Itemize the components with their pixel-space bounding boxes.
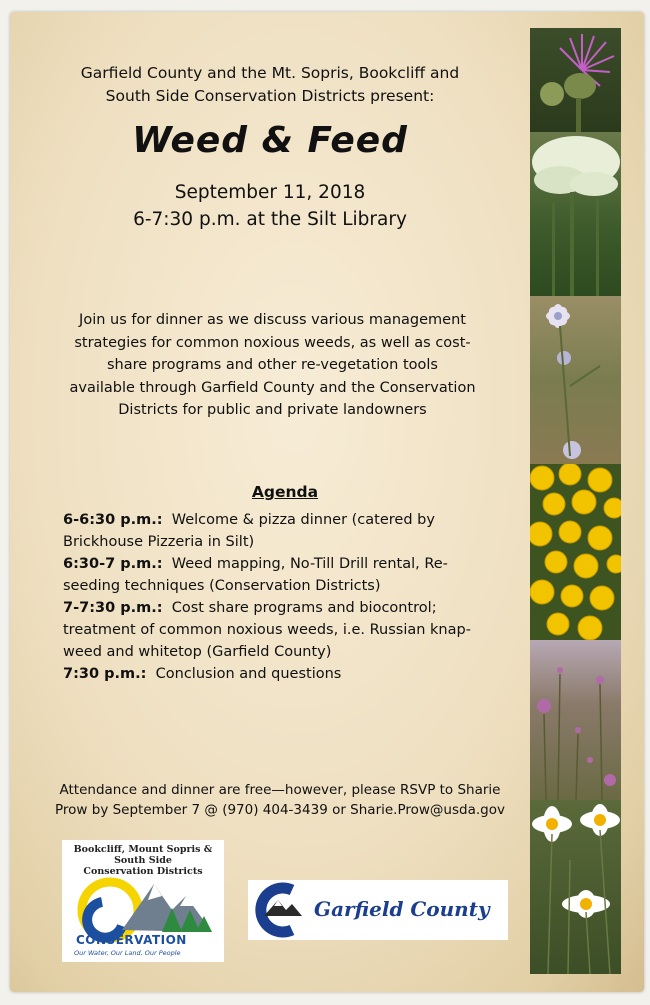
thistle-photo (530, 28, 621, 132)
conservation-logo-tagline: Our Water, Our Land, Our People (74, 949, 181, 957)
conservation-districts-logo (62, 840, 224, 962)
agenda-time: 6:30-7 p.m.: (63, 556, 163, 572)
agenda-item (63, 597, 503, 663)
agenda-item (63, 509, 503, 553)
garfield-emblem-icon (248, 880, 312, 940)
knapweed-photo (530, 640, 621, 800)
agenda-heading: Agenda (251, 483, 319, 501)
whitetop-photo (530, 132, 621, 296)
event-description (35, 309, 510, 422)
conservation-logo-name: CONSERVATION (76, 933, 187, 947)
event-date: September 11, 2018 (174, 182, 366, 203)
rsvp-line: Attendance and dinner are free—however, please RSVP to Sharie (59, 782, 501, 798)
description-line: share programs and other re-vegetation tools (107, 357, 438, 373)
garfield-logo-name: Garfield County (314, 897, 490, 921)
presenter-line: Garfield County and the Mt. Sopris, Bookcliff and (80, 64, 460, 82)
description-line: Districts for public and private landowners (118, 402, 427, 418)
daisy-photo (530, 800, 621, 974)
tansy-flower-icon (530, 464, 621, 640)
logo-text-line: Conservation Districts (83, 866, 203, 877)
agenda-item (63, 663, 503, 685)
agenda-text: weed and whitetop (Garfield County) (63, 644, 332, 660)
event-time-location: 6-7:30 p.m. at the Silt Library (133, 209, 407, 230)
event-title: Weed & Feed (132, 120, 408, 161)
agenda-list (63, 509, 503, 685)
rsvp-text (40, 780, 520, 820)
garfield-county-logo (248, 880, 508, 940)
tansy-photo (530, 464, 621, 640)
oxeye-daisy-flower-icon (530, 800, 621, 974)
rsvp-line: Prow by September 7 @ (970) 404-3439 or Sharie.Prow@usda.gov (55, 802, 505, 818)
thistle-flower-icon (530, 28, 621, 132)
weed-photo-strip (530, 28, 621, 974)
agenda-text: Conclusion and questions (155, 666, 342, 682)
description-line: strategies for common noxious weeds, as well as cost- (74, 334, 471, 351)
chicory-photo (530, 296, 621, 464)
agenda-text: Weed mapping, No-Till Drill rental, Re- (171, 556, 448, 572)
agenda-item (63, 553, 503, 597)
logo-text-line: Bookcliff, Mount Sopris & (73, 844, 213, 855)
agenda-text: Welcome & pizza dinner (catered by (171, 512, 435, 528)
description-line: available through Garfield County and the Conservation (69, 379, 476, 396)
knapweed-field-icon (530, 640, 621, 800)
agenda-time: 7:30 p.m.: (63, 666, 147, 682)
agenda-text: Cost share programs and biocontrol; (171, 600, 437, 616)
agenda-text: treatment of common noxious weeds, i.e. Russian knap- (63, 622, 471, 638)
presenter-text (20, 62, 520, 108)
agenda-time: 7-7:30 p.m.: (63, 600, 163, 616)
event-datetime (10, 179, 530, 233)
presenter-line: South Side Conservation Districts present: (105, 87, 435, 105)
agenda-text: seeding techniques (Conservation Districts) (63, 578, 381, 594)
description-line: Join us for dinner as we discuss various management (79, 312, 466, 328)
whitetop-flower-icon (530, 132, 621, 296)
agenda-time: 6-6:30 p.m.: (63, 512, 163, 528)
chicory-flower-icon (530, 296, 621, 464)
logo-text-line: South Side (114, 855, 172, 866)
agenda-text: Brickhouse Pizzeria in Silt) (63, 534, 255, 550)
